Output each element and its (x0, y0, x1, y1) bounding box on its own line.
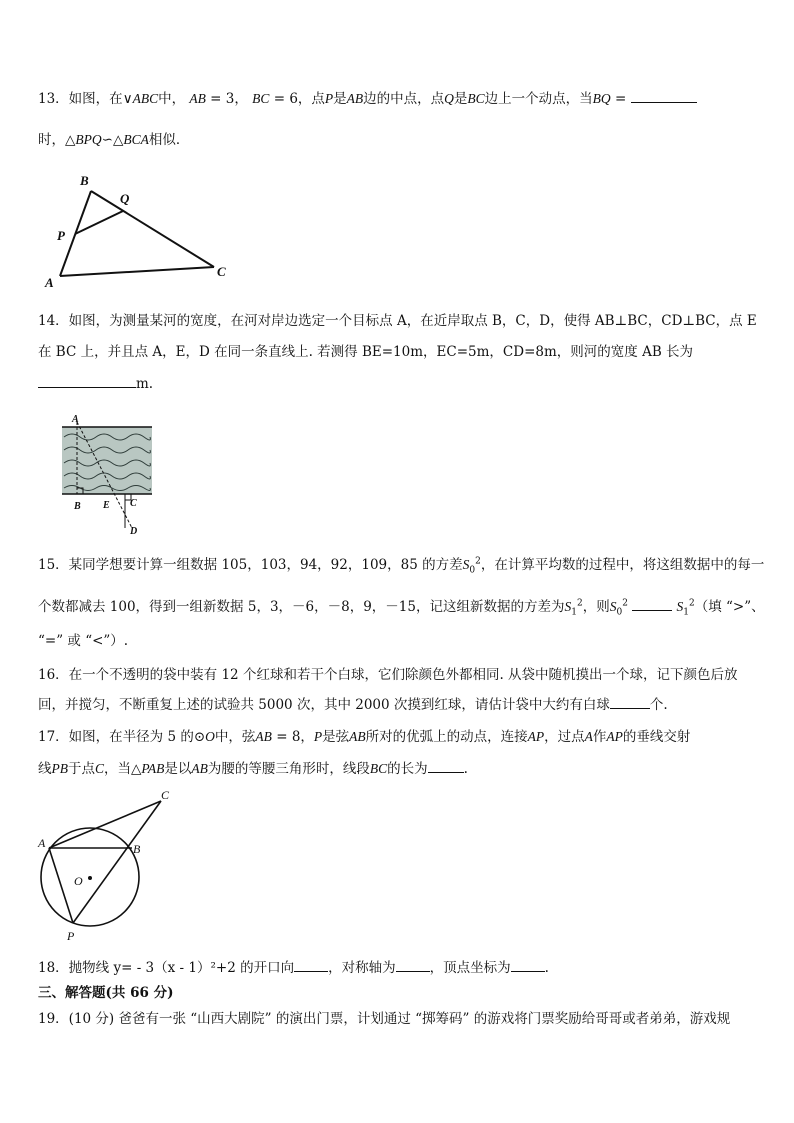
q16-line1: 16．在一个不透明的袋中装有 12 个红球和若干个白球，它们除颜色外都相同. 从袋中随机摸出一个球，记下颜色后放 (38, 667, 738, 683)
label-q: Q (120, 191, 130, 206)
segment-ap (49, 848, 73, 923)
q18-line1: 18．抛物线 y= - 3（x - 1）²+2 的开口向 ，对称轴为 ，顶点坐标为 . (38, 960, 549, 976)
q17-circle-figure (30, 785, 190, 945)
q13-line1: 13．如图，在∨ABC中， AB = 3， BC = 6，点P是AB边的中点，点Q是BC边上一个动点，当BQ = (38, 90, 697, 107)
q14-line2: 在 BC 上，并且点 A，E，D 在同一条直线上. 若测得 BE=10m，EC=5m，CD=8m，则河的宽度 AB 长为 (38, 344, 694, 360)
q15-line3: “=” 或 “<”）. (38, 633, 129, 649)
q17-line1: 17．如图，在半径为 5 的⊙O中，弦AB = 8，P是弦AB所对的优弧上的动点，连接AP，过点A作AP的垂线交射 (38, 729, 691, 745)
q17-line2: 线PB于点C，当△PAB是以AB为腰的等腰三角形时，线段BC的长为 . (38, 761, 468, 777)
section-3-heading: 三、解答题(共 66 分) (38, 985, 174, 1001)
side-ac (60, 267, 214, 276)
q13-answer-blank[interactable] (631, 90, 697, 103)
label-o: O (74, 874, 83, 888)
q13-line2: 时，△BPQ∽△BCA相似． (38, 132, 190, 148)
q16-line2: 回，并搅匀，不断重复上述的试验共 5000 次，其中 2000 次摸到红球，请估计袋中大约有白球 个. (38, 697, 668, 713)
label-c: C (130, 498, 137, 509)
q15-line1: 15．某同学想要计算一组数据 105，103，94，92，109，85 的方差$S_0^2$，在计算平均数的过程中，将这组数据中的每一 (38, 556, 765, 576)
label-b: B (80, 173, 89, 188)
label-p: P (57, 228, 65, 243)
q18-blank-axis[interactable] (396, 959, 430, 972)
label-a: A (72, 414, 79, 425)
q14-river-figure (60, 410, 170, 540)
q18-blank-vertex[interactable] (511, 959, 545, 972)
q14-line3: m. (38, 375, 153, 392)
q17-answer-blank[interactable] (428, 760, 464, 773)
q15-answer-blank[interactable] (632, 598, 672, 611)
q19-line1: 19．(10 分) 爸爸有一张 “山西大剧院” 的演出门票，计划通过 “掷筹码” 的游戏将门票奖励给哥哥或者弟弟，游戏规 (38, 1011, 731, 1027)
label-c: C (161, 788, 170, 802)
label-b: B (133, 842, 141, 856)
label-b: B (74, 501, 81, 512)
q14-answer-blank[interactable] (38, 375, 136, 388)
q18-blank-direction[interactable] (294, 959, 328, 972)
q13-triangle-figure (40, 170, 240, 295)
q14-line1: 14．如图，为测量某河的宽度，在河对岸边选定一个目标点 A，在近岸取点 B，C，D，使得 AB⊥BC，CD⊥BC，点 E (38, 313, 757, 329)
label-a: A (45, 275, 54, 290)
label-d: D (130, 526, 138, 537)
q16-answer-blank[interactable] (610, 696, 650, 709)
q15-line2: 个数都减去 100，得到一组新数据 5，3，－6，－8，9，－15，记这组新数据的方差为$S_1^2$，则$S_0^2$ $S_1^2$（填 “>”、 (38, 598, 765, 618)
side-bc (91, 191, 214, 267)
center-dot (88, 876, 92, 880)
label-p: P (67, 929, 75, 943)
label-a: A (38, 836, 46, 850)
label-e: E (103, 500, 110, 511)
label-c: C (217, 264, 226, 279)
